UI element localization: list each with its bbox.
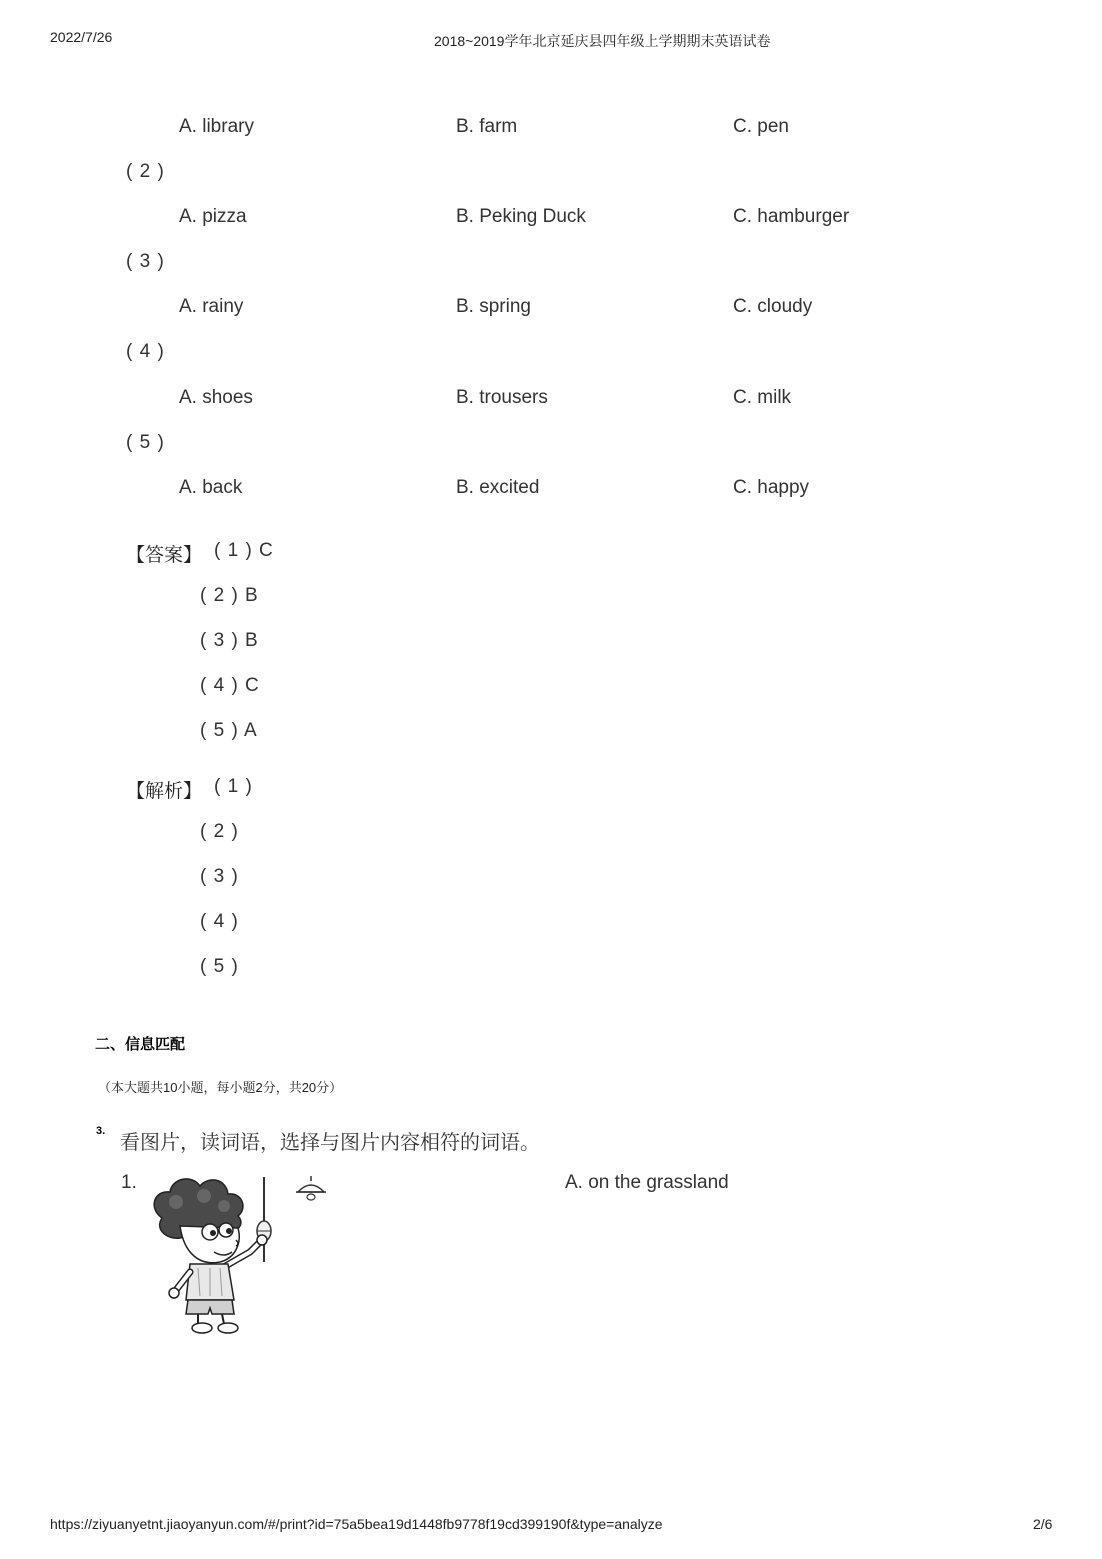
q5-option-b: B. excited (456, 477, 540, 498)
answer-5: ( 5 ) A (200, 720, 258, 741)
lamp-icon (296, 1176, 326, 1200)
print-date: 2022/7/26 (50, 29, 113, 45)
q3-option-c: C. cloudy (733, 296, 813, 317)
q1-option-b: B. farm (456, 116, 518, 137)
q1-option-a: A. library (179, 116, 254, 137)
page-url: https://ziyuanyetnt.jiaoyanyun.com/#/print?id=75a5bea19d1448fb9778f19cd399190f&type=analyze (50, 1516, 663, 1532)
pull-cord (257, 1177, 271, 1262)
analysis-4: ( 4 ) (200, 911, 239, 932)
analysis-5: ( 5 ) (200, 956, 239, 977)
question-prompt: 看图片，读词语，选择与图片内容相符的词语。 (120, 1132, 540, 1154)
q4-number: ( 4 ) (126, 341, 165, 362)
q2-option-c: C. hamburger (733, 206, 850, 227)
answer-label: 【答案】 (126, 545, 203, 566)
q2-option-a: A. pizza (179, 206, 247, 227)
analysis-2: ( 2 ) (200, 821, 239, 842)
q4-option-b: B. trousers (456, 387, 548, 408)
q5-number: ( 5 ) (126, 432, 165, 453)
q3-option-b: B. spring (456, 296, 531, 317)
question-number: 3. (96, 1125, 106, 1137)
q2-option-b: B. Peking Duck (456, 206, 586, 227)
analysis-label: 【解析】 (126, 781, 203, 802)
answer-1: ( 1 ) C (214, 540, 274, 561)
q5-option-c: C. happy (733, 477, 810, 498)
analysis-1: ( 1 ) (214, 776, 253, 797)
section-title: 二、信息匹配 (95, 1036, 186, 1053)
answer-3: ( 3 ) B (200, 630, 259, 651)
q5-option-a: A. back (179, 477, 243, 498)
q3-option-a: A. rainy (179, 296, 244, 317)
answer-2: ( 2 ) B (200, 585, 259, 606)
page-number: 2/6 (1033, 1516, 1053, 1532)
q3-number: ( 3 ) (126, 251, 165, 272)
match-option-a: A. on the grassland (565, 1172, 729, 1193)
boy-pulling-light-cord-illustration (140, 1172, 340, 1337)
document-title: 2018~2019学年北京延庆县四年级上学期期末英语试卷 (434, 33, 771, 49)
item-number: 1. (121, 1172, 137, 1193)
section-note: （本大题共10小题，每小题2分，共20分） (98, 1080, 343, 1095)
answer-4: ( 4 ) C (200, 675, 260, 696)
q4-option-c: C. milk (733, 387, 792, 408)
q1-option-c: C. pen (733, 116, 789, 137)
analysis-3: ( 3 ) (200, 866, 239, 887)
q2-number: ( 2 ) (126, 161, 165, 182)
q4-option-a: A. shoes (179, 387, 253, 408)
